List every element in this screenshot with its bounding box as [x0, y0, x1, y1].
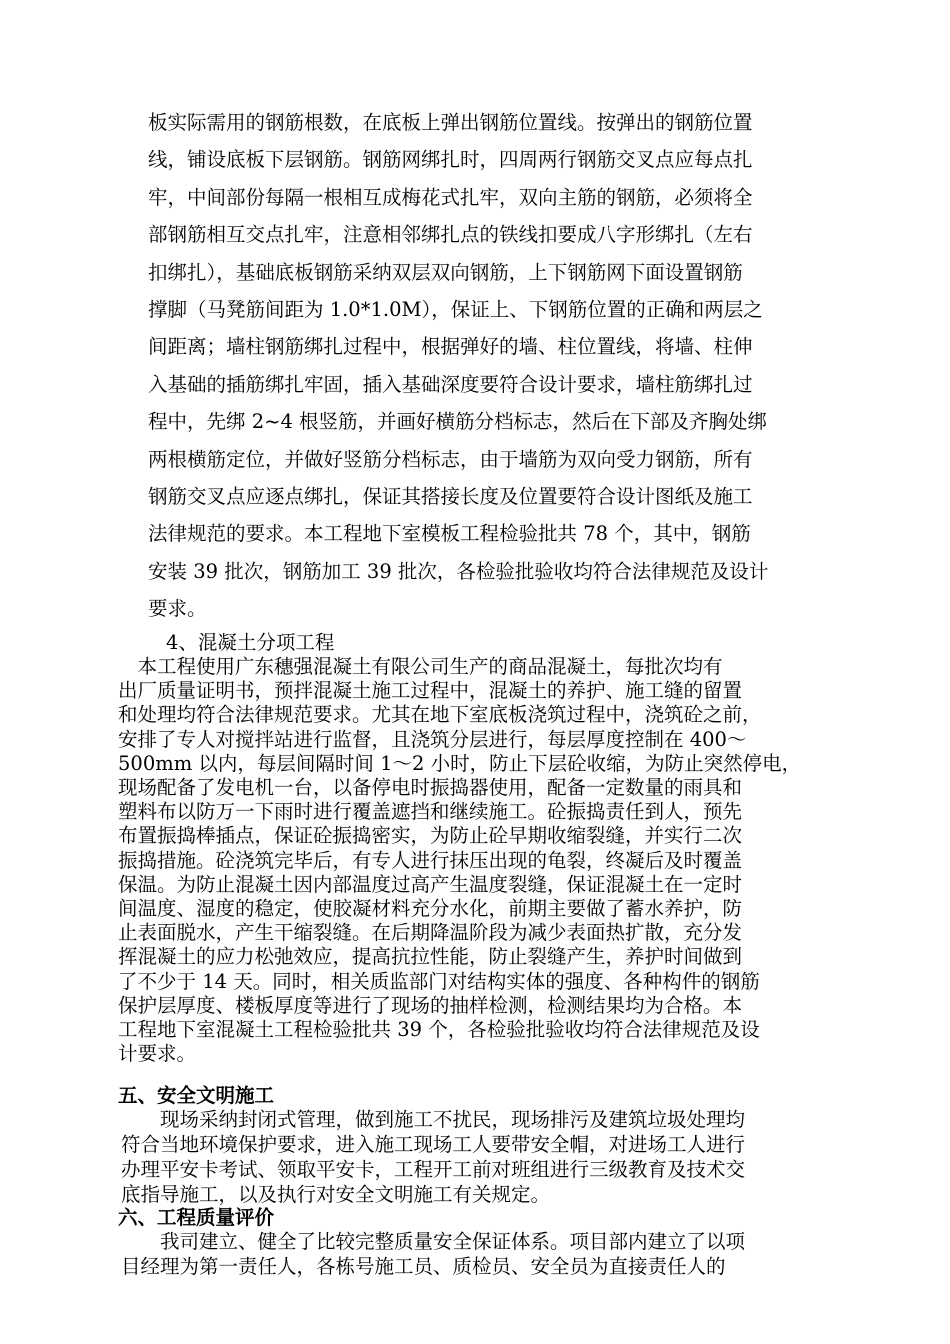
- paragraph-line: 扣绑扎），基础底板钢筋采纳双层双向钢筋，上下钢筋网下面设置钢筋: [148, 260, 743, 284]
- paragraph-line: 安装 39 批次，钢筋加工 39 批次，各检验批验收均符合法律规范及设计: [148, 559, 769, 583]
- paragraph-line: 程中，先绑 2~4 根竖筋，并画好横筋分档标志，然后在下部及齐胸处绑: [148, 410, 768, 434]
- paragraph-line: 保温。为防止混凝土因内部温度过高产生温度裂缝，保证混凝土在一定时: [118, 872, 743, 896]
- paragraph-line: 目经理为第一责任人，各栋号施工员、质检员、安全员为直接责任人的: [121, 1255, 726, 1278]
- paragraph-line: 和处理均符合法律规范要求。尤其在地下室底板浇筑过程中，浇筑砼之前，: [118, 703, 762, 727]
- paragraph-line: 挥混凝土的应力松弛效应，提高抗拉性能，防止裂缝产生，养护时间做到: [118, 945, 743, 969]
- paragraph-line: 两根横筋定位，并做好竖筋分档标志，由于墙筋为双向受力钢筋，所有: [148, 447, 753, 471]
- paragraph-line: 计要求。: [118, 1042, 197, 1066]
- quality-section-paragraph: [121, 1229, 745, 1279]
- paragraph-line: 止表面脱水，产生干缩裂缝。在后期降温阶段为减少表面热扩散，充分发: [118, 921, 743, 945]
- paragraph-line: 办理平安卡考试、领取平安卡，工程开工前对班组进行三级教育及技术交: [121, 1158, 746, 1181]
- paragraph-line: 出厂质量证明书，预拌混凝土施工过程中，混凝土的养护、施工缝的留置: [118, 679, 743, 703]
- paragraph-line: 塑料布以防万一下雨时进行覆盖遮挡和继续施工。砼振捣责任到人，预先: [118, 800, 743, 824]
- paragraph-line: 板实际需用的钢筋根数，在底板上弹出钢筋位置线。按弹出的钢筋位置: [148, 111, 753, 134]
- safety-section-paragraph: [121, 1107, 745, 1207]
- paragraph-line: 布置振捣棒插点，保证砼振捣密实，为防止砼早期收缩裂缝，并实行二次: [118, 824, 743, 848]
- paragraph-line: 本工程使用广东穗强混凝土有限公司生产的商品混凝土，每批次均有: [118, 655, 723, 678]
- paragraph-line: 部钢筋相互交点扎牢，注意相邻绑扎点的铁线扣要成八字形绑扎（左右: [148, 223, 753, 247]
- paragraph-line: 现场配备了发电机一台，以备停电时振捣器使用，配备一定数量的雨具和: [118, 776, 743, 800]
- paragraph-line: 钢筋交叉点应逐点绑扎，保证其搭接长度及位置要符合设计图纸及施工: [148, 485, 753, 509]
- paragraph-line: 入基础的插筋绑扎牢固，插入基础深度要符合设计要求，墙柱筋绑扎过: [148, 372, 753, 396]
- paragraph-line: 我司建立、健全了比较完整质量安全保证体系。项目部内建立了以项: [121, 1230, 746, 1253]
- paragraph-line: 底指导施工，以及执行对安全文明施工有关规定。: [121, 1183, 551, 1206]
- paragraph-line: 撑脚（马凳筋间距为 1.0*1.0M），保证上、下钢筋位置的正确和两层之: [148, 298, 763, 322]
- paragraph-line: 符合当地环境保护要求，进入施工现场工人要带安全帽，对进场工人进行: [121, 1133, 746, 1156]
- paragraph-line: 要求。: [148, 597, 207, 621]
- paragraph-line: 法律规范的要求。本工程地下室模板工程检验批共 78 个，其中，钢筋: [148, 522, 751, 546]
- quality-heading: 六、工程质量评价: [118, 1206, 275, 1229]
- concrete-section-paragraph: [118, 655, 801, 1066]
- paragraph-line: 间温度、湿度的稳定，使胶凝材料充分水化，前期主要做了蓄水养护，防: [118, 897, 743, 921]
- paragraph-line: 500mm 以内，每层间隔时间 1～2 小时，防止下层砼收缩，为防止突然停电，: [118, 751, 802, 775]
- paragraph-line: 间距离；墙柱钢筋绑扎过程中，根据弹好的墙、柱位置线，将墙、柱伸: [148, 335, 753, 359]
- paragraph-line: 安排了专人对搅拌站进行监督，且浇筑分层进行，每层厚度控制在 400～: [118, 727, 747, 751]
- concrete-subheading: 4、混凝土分项工程: [166, 631, 335, 654]
- safety-heading: 五、安全文明施工: [118, 1084, 275, 1107]
- paragraph-line: 工程地下室混凝土工程检验批共 39 个，各检验批验收均符合法律规范及设: [118, 1018, 760, 1042]
- rebar-section-paragraph: [148, 104, 768, 628]
- paragraph-line: 保护层厚度、楼板厚度等进行了现场的抽样检测，检测结果均为合格。本: [118, 993, 743, 1017]
- paragraph-line: 牢，中间部份每隔一根相互成梅花式扎牢，双向主筋的钢筋，必须将全: [148, 185, 753, 209]
- paragraph-line: 振捣措施。砼浇筑完毕后，有专人进行抹压出现的龟裂，终凝后及时覆盖: [118, 848, 743, 872]
- paragraph-line: 了不少于 14 天。同时，相关质监部门对结构实体的强度、各种构件的钢筋: [118, 969, 760, 993]
- paragraph-line: 线，铺设底板下层钢筋。钢筋网绑扎时，四周两行钢筋交叉点应每点扎: [148, 148, 753, 172]
- paragraph-line: 现场采纳封闭式管理，做到施工不扰民，现场排污及建筑垃圾处理均: [121, 1108, 746, 1131]
